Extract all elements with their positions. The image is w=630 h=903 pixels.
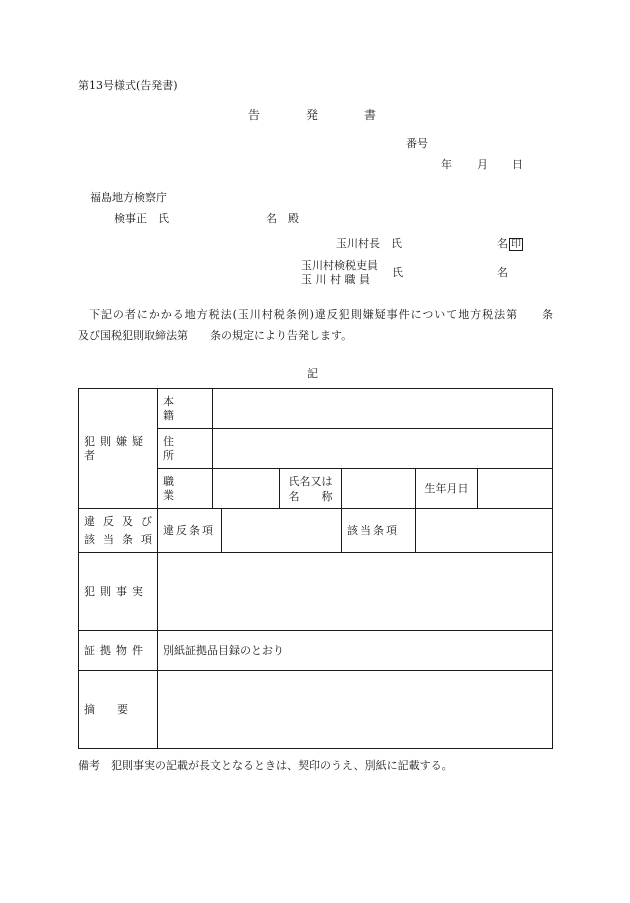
facts-header: 犯則事実	[79, 553, 158, 631]
number-label: 番号	[406, 137, 428, 150]
ki-label: 記	[307, 367, 318, 380]
title-char-3: 書	[364, 108, 377, 122]
official-title-2: 玉 川 村 職 員	[301, 273, 370, 286]
suspect-header: 犯則嫌疑者	[79, 389, 158, 509]
violation-header-line-2: 該 当 条 項	[84, 532, 152, 546]
addressee-office: 福島地方検察庁	[90, 191, 167, 204]
official-name-label: 名	[497, 266, 508, 279]
prosecutor-name-label: 名 殿	[266, 212, 299, 225]
official-shi: 氏	[392, 266, 403, 279]
birthdate-value[interactable]	[478, 469, 553, 509]
mayor-name-label: 名 印	[497, 237, 521, 250]
shimei-label: 氏名又は 名 称	[280, 469, 342, 509]
violation-header	[79, 509, 158, 553]
summary-header: 摘 要	[79, 671, 158, 749]
title-char-1: 告	[248, 108, 261, 122]
applicable-article-value[interactable]	[416, 509, 553, 553]
date-year: 年	[441, 158, 452, 171]
facts-value[interactable]	[158, 553, 553, 631]
shokugyo-value[interactable]	[213, 469, 280, 509]
birthdate-label: 生年月日	[416, 469, 478, 509]
violation-article-value[interactable]	[222, 509, 342, 553]
summary-value[interactable]	[158, 671, 553, 749]
date-month: 月	[477, 158, 488, 171]
violation-article-label: 違反条項	[158, 509, 222, 553]
accusation-table	[78, 388, 553, 749]
official-title-1: 玉川村検税吏員	[301, 259, 378, 272]
jusho-value[interactable]	[213, 429, 553, 469]
body-line-1: 下記の者にかかる地方税法(玉川村税条例)違反犯則嫌疑事件について地方税法第 条	[89, 308, 553, 321]
mayor-label: 玉川村長 氏	[336, 237, 402, 250]
honseki-label: 本 籍	[158, 389, 213, 429]
shimei-value[interactable]	[342, 469, 416, 509]
body-paragraph	[78, 304, 553, 346]
body-line-2: 及び国税犯則取締法第 条の規定により告発します。	[78, 329, 353, 342]
form-number: 第13号様式(告発書)	[78, 79, 178, 92]
date-day: 日	[512, 158, 523, 171]
jusho-label: 住 所	[158, 429, 213, 469]
honseki-value[interactable]	[213, 389, 553, 429]
evidence-header: 証拠物件	[79, 631, 158, 671]
violation-header-line-1: 違 反 及 び	[84, 514, 152, 528]
seal-mark: 印	[511, 239, 521, 250]
evidence-value: 別紙証拠品目録のとおり	[158, 631, 553, 671]
footnote: 備考 犯則事実の記載が長文となるときは、契印のうえ、別紙に記載する。	[78, 759, 453, 772]
prosecutor-label: 検事正 氏	[114, 212, 169, 225]
shokugyo-label: 職 業	[158, 469, 213, 509]
applicable-article-label: 該当条項	[342, 509, 416, 553]
title-char-2: 発	[306, 108, 319, 122]
